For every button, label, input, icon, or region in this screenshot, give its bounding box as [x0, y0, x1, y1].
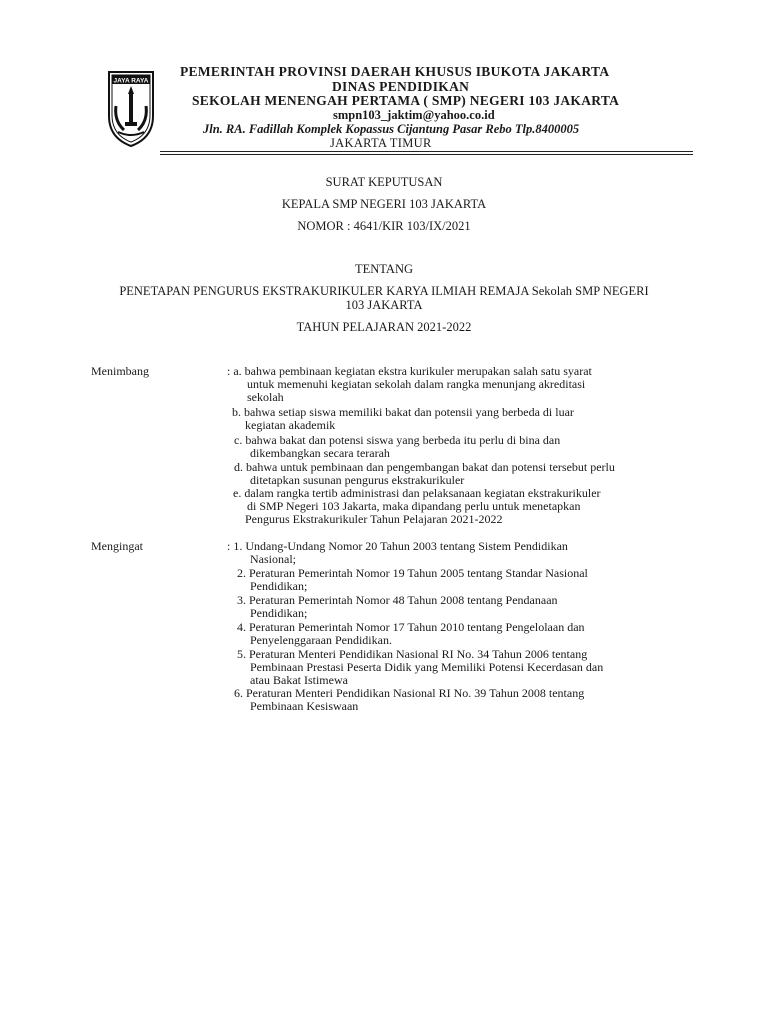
document-number: NOMOR : 4641/KIR 103/IX/2021 — [297, 219, 471, 233]
document-subject-cont: 103 JAKARTA — [345, 298, 423, 312]
menimbang-line: e. dalam rangka tertib administrasi dan pelaksanaan kegiatan ekstrakurikuler — [233, 486, 601, 500]
letterhead-address: Jln. RA. Fadillah Komplek Kopassus Cijantung Pasar Rebo Tlp.8400005 — [203, 122, 580, 136]
mengingat-line: 6. Peraturan Menteri Pendidikan Nasional RI No. 39 Tahun 2008 tentang — [234, 686, 585, 700]
logo-text: JAYA RAYA — [113, 77, 149, 85]
menimbang-line: untuk memenuhi kegiatan sekolah dalam rangka menunjang akreditasi — [247, 377, 586, 391]
menimbang-line: di SMP Negeri 103 Jakarta, maka dipandang perlu untuk menetapkan — [247, 499, 581, 513]
menimbang-line: sekolah — [247, 390, 284, 404]
mengingat-line: 2. Peraturan Pemerintah Nomor 19 Tahun 2005 tentang Standar Nasional — [237, 566, 588, 580]
menimbang-line: b. bahwa setiap siswa memiliki bakat dan potensii yang berbeda di luar — [232, 405, 574, 419]
mengingat-line: 5. Peraturan Menteri Pendidikan Nasional RI No. 34 Tahun 2006 tentang — [237, 647, 588, 661]
letterhead-school: SEKOLAH MENENGAH PERTAMA ( SMP) NEGERI 103 JAKARTA — [192, 93, 620, 108]
mengingat-line: Pembinaan Prestasi Peserta Didik yang Memiliki Potensi Kecerdasan dan — [250, 660, 604, 674]
document-issuer: KEPALA SMP NEGERI 103 JAKARTA — [281, 197, 487, 211]
menimbang-line: Pengurus Ekstrakurikuler Tahun Pelajaran 2021-2022 — [245, 512, 503, 526]
letterhead-government: PEMERINTAH PROVINSI DAERAH KHUSUS IBUKOTA JAKARTA — [180, 64, 610, 79]
mengingat-line: Nasional; — [250, 552, 296, 566]
mengingat-line: Pendidikan; — [250, 579, 308, 593]
menimbang-line: c. bahwa bakat dan potensi siswa yang berbeda itu perlu di bina dan — [234, 433, 561, 447]
mengingat-line: Penyelenggaraan Pendidikan. — [250, 633, 392, 647]
mengingat-label: Mengingat — [91, 539, 143, 553]
mengingat-line: atau Bakat Istimewa — [250, 673, 348, 687]
document-type: SURAT KEPUTUSAN — [325, 175, 443, 189]
mengingat-line: 3. Peraturan Pemerintah Nomor 48 Tahun 2008 tentang Pendanaan — [237, 593, 558, 607]
menimbang-line: : a. bahwa pembinaan kegiatan ekstra kurikuler merupakan salah satu syarat — [227, 364, 592, 378]
letterhead-divider — [160, 151, 693, 152]
menimbang-line: dikembangkan secara terarah — [250, 446, 390, 460]
mengingat-line: : 1. Undang-Undang Nomor 20 Tahun 2003 tentang Sistem Pendidikan — [227, 539, 568, 553]
jakarta-emblem-icon — [106, 66, 156, 148]
letterhead-email: smpn103_jaktim@yahoo.co.id — [333, 108, 495, 122]
mengingat-line: Pembinaan Kesiswaan — [250, 699, 359, 713]
letterhead-department: DINAS PENDIDIKAN — [332, 79, 470, 94]
menimbang-line: ditetapkan susunan pengurus ekstrakurikuler — [250, 473, 465, 487]
mengingat-line: Pendidikan; — [250, 606, 308, 620]
menimbang-line: kegiatan akademik — [245, 418, 336, 432]
letterhead-divider-thin — [160, 154, 693, 155]
letterhead-city: JAKARTA TIMUR — [330, 136, 432, 150]
menimbang-line: d. bahwa untuk pembinaan dan pengembangan bakat dan potensi tersebut perlu — [234, 460, 615, 474]
document-about: TENTANG — [354, 262, 413, 276]
academic-year: TAHUN PELAJARAN 2021-2022 — [296, 320, 472, 334]
mengingat-line: 4. Peraturan Pemerintah Nomor 17 Tahun 2010 tentang Pengelolaan dan — [237, 620, 585, 634]
menimbang-label: Menimbang — [91, 364, 149, 378]
document-subject: PENETAPAN PENGURUS EKSTRAKURIKULER KARYA ILMIAH REMAJA Sekolah SMP NEGERI — [119, 284, 649, 298]
